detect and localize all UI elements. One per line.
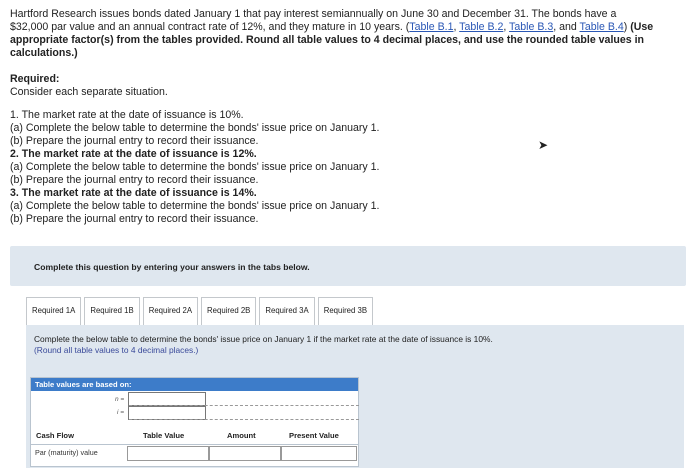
tab-required-3b[interactable]: Required 3B [318, 297, 373, 327]
col-cash-flow: Cash Flow [36, 431, 74, 440]
table-header: Table values are based on: [31, 378, 358, 391]
instructions-banner [10, 246, 686, 286]
list-item: 1. The market rate at the date of issuance is 10%. [10, 109, 244, 121]
tab-required-1a[interactable]: Required 1A [26, 297, 81, 327]
tab-bar [26, 297, 373, 325]
n-input[interactable] [128, 392, 206, 406]
required-list [10, 109, 686, 226]
tab-content-panel [26, 325, 684, 468]
list-item: (a) Complete the below table to determine the bonds' issue price on January 1. [10, 200, 380, 212]
tab-required-2a[interactable]: Required 2A [143, 297, 198, 327]
col-table-value: Table Value [143, 431, 185, 440]
list-item: (b) Prepare the journal entry to record their issuance. [10, 174, 259, 186]
problem-line-4: calculations.) [10, 47, 78, 59]
table-parameters [31, 392, 358, 420]
list-item: 2. The market rate at the date of issuance is 12%. [10, 148, 257, 160]
list-item: 3. The market rate at the date of issuance is 14%. [10, 187, 257, 199]
list-item: (a) Complete the below table to determine the bonds' issue price on January 1. [10, 161, 380, 173]
n-label: n = [115, 396, 125, 403]
table-b4-link[interactable]: Table B.4 [579, 21, 624, 33]
table-b3-link[interactable]: Table B.3 [509, 21, 554, 33]
tab-required-3a[interactable]: Required 3A [259, 297, 314, 327]
table-row [31, 444, 358, 461]
mouse-cursor-icon: ➤ [538, 138, 549, 152]
table-b1-link[interactable]: Table B.1 [409, 21, 454, 33]
par-value-label: Par (maturity) value [35, 448, 98, 457]
question-text: Complete the below table to determine the bonds' issue price on January 1 if the market rate at the date of issuance is 10%. (Round all table values to 4 decimal places.) [34, 334, 493, 355]
i-input[interactable] [128, 406, 206, 420]
par-table-value-input[interactable] [127, 446, 209, 461]
i-label: i = [117, 409, 125, 416]
list-item: (b) Prepare the journal entry to record their issuance. [10, 213, 259, 225]
list-item: (b) Prepare the journal entry to record their issuance. [10, 135, 259, 147]
par-amount-input[interactable] [209, 446, 281, 461]
list-item: (a) Complete the below table to determine the bonds' issue price on January 1. [10, 122, 380, 134]
problem-line-3: appropriate factor(s) from the tables provided. Round all table values to 4 decimal places, and use the rounded table values in [10, 34, 645, 46]
par-present-value-input[interactable] [281, 446, 357, 461]
instructions-text: Complete this question by entering your answers in the tabs below. [34, 262, 310, 272]
required-title: Required: [10, 73, 60, 85]
col-present-value: Present Value [289, 431, 339, 440]
problem-statement [10, 8, 686, 226]
problem-line-1: Hartford Research issues bonds dated January 1 that pay interest semiannually on June 30 and December 31. The bonds have a [10, 8, 617, 20]
present-value-table [30, 377, 359, 467]
table-b2-link[interactable]: Table B.2 [459, 21, 504, 33]
col-amount: Amount [227, 431, 256, 440]
problem-line-2: $32,000 par value and an annual contract rate of 12%, and they mature in 10 years. (Table B.1, Table B.2, Table B.3, and Table B.4) (Use [10, 21, 654, 33]
tab-required-1b[interactable]: Required 1B [84, 297, 139, 327]
required-subtitle: Consider each separate situation. [10, 86, 168, 98]
tab-required-2b[interactable]: Required 2B [201, 297, 256, 327]
